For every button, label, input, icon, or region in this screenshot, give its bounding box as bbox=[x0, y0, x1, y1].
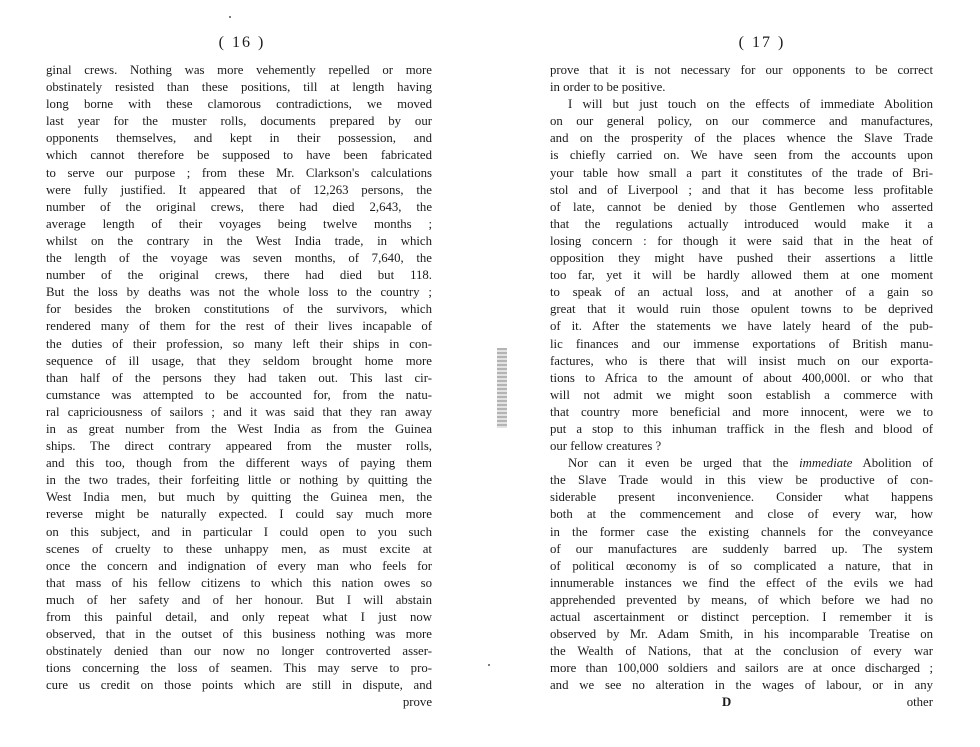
text-line: sequence of ill usage, that they seldom brought home more bbox=[46, 353, 432, 368]
text-line: stol and of Liverpool ; and that it has become less profitable bbox=[550, 182, 933, 197]
text-line: reverse might be naturally expected. I could say much more bbox=[46, 507, 432, 522]
text-line: in as great number from the West India as from the Guinea bbox=[46, 421, 432, 436]
page-number-right: ( 17 ) bbox=[738, 34, 786, 51]
text-line: cure us credit on those points which are still in dispute, and bbox=[46, 678, 432, 693]
ink-speck bbox=[229, 16, 231, 18]
text-line: the Wealth of Nations, that at the conclusion of every war bbox=[550, 644, 933, 659]
text-line: put a stop to this inhuman traffick in the flesh and blood of bbox=[550, 421, 933, 436]
text-line: much of her safety and of her honour. But I will abstain bbox=[46, 592, 432, 607]
text-line: I will but just touch on the effects of immediate Abolition bbox=[568, 97, 933, 112]
text-line: cumstance was attempted to be accounted for, from the natu- bbox=[46, 387, 432, 402]
text-line: tions concerning the loss of seamen. This may serve to pro- bbox=[46, 661, 432, 676]
text-line: lic finances and our immense exportations of British manu- bbox=[550, 336, 933, 351]
italic-word: immediate bbox=[799, 456, 853, 471]
text-line: will not admit we might soon establish a commerce with bbox=[550, 387, 933, 402]
page-number-left: ( 16 ) bbox=[218, 34, 266, 51]
text-line: ginal crews. Nothing was more vehemently repelled or more bbox=[46, 63, 432, 77]
text-line: to serve our purpose ; from these Mr. Clarkson's calculations bbox=[46, 165, 432, 180]
text-line: in the former case the existing channels for the conveyance bbox=[550, 524, 933, 539]
text-line: were fully justified. It appeared that of 12,263 persons, the bbox=[46, 182, 432, 197]
text-line: than half of the persons they had taken out. This last cir- bbox=[46, 370, 432, 385]
text-line: from this painful detail, and only repeat what I just now bbox=[46, 610, 432, 624]
text-line: tions to Africa to the amount of about 400,000l. or who that bbox=[550, 370, 933, 385]
text-line: that the regulations actually introduced would make it a bbox=[550, 216, 933, 231]
text-line: losing concern : for though it were said that in the heat of bbox=[550, 233, 933, 248]
left-page-text bbox=[46, 62, 432, 712]
text-line: scenes of cruelty to these unhappy men, as must excite at bbox=[46, 541, 432, 556]
text-line: number of the original crews, there had died but 118. bbox=[46, 268, 432, 283]
text-line: observed by Mr. Adam Smith, in his incomparable Treatise on bbox=[550, 627, 933, 642]
text-line: more than 100,000 soldiers and sailors are at once discharged ; bbox=[550, 661, 933, 676]
text-line: number of the original crews, there had died 2,643, the bbox=[46, 199, 432, 214]
text-line: of political œconomy is of so complicated a nature, that in bbox=[550, 558, 933, 573]
text-line: in order to be positive. bbox=[550, 80, 666, 95]
text-line: siderable present inconvenience. Consider what happens bbox=[550, 490, 933, 505]
text-line: which cannot therefore be supposed to have been fabricated bbox=[46, 148, 432, 163]
text-line: rendered many of them for the rest of their lives incapable of bbox=[46, 319, 432, 334]
text-line: obstinately denied than our now no longer controverted asser- bbox=[46, 644, 432, 659]
text-line: on our general policy, on our commerce and manufactures, bbox=[550, 114, 933, 129]
text-line: observed, that in the outset of this business nothing was more bbox=[46, 627, 432, 642]
text-line: too far, yet it will be hardly allowed them at one moment bbox=[550, 268, 933, 283]
text-line: and on the prosperity of the places whence the Slave Trade bbox=[550, 131, 933, 146]
catchword-left: prove bbox=[402, 695, 432, 710]
text-line: our fellow creatures ? bbox=[550, 439, 662, 454]
text-line: ral capriciousness of sailors ; and it was said that they ran away bbox=[46, 404, 432, 419]
text-line: obstinately resisted than these positions, till at length having bbox=[46, 80, 432, 95]
text-line: of our manufactures are suddenly barred up. The system bbox=[550, 541, 933, 556]
text-line: the duties of their profession, so many left their ships in con- bbox=[46, 336, 432, 351]
text-line: of late, cannot be denied by those Gentlemen who asserted bbox=[550, 199, 933, 214]
text-line: ships. The direct contrary appeared from the muster rolls, bbox=[46, 439, 432, 454]
text-line: great that it would ruin those opulent towns to be deprived bbox=[550, 302, 933, 317]
text-line: to speak of an actual loss, and at another of a gain so bbox=[550, 285, 933, 300]
text-line: whilst on the contrary in the West India trade, in which bbox=[46, 233, 432, 248]
right-page-text bbox=[550, 62, 933, 712]
text-line: of it. After the statements we have lately heard of the pub- bbox=[550, 319, 933, 334]
text-line: and this too, though from the different ways of paying them bbox=[46, 456, 432, 471]
text-line: actual ascertainment or distinct perception. I remember it is bbox=[550, 610, 933, 624]
page-footer-right bbox=[550, 694, 933, 711]
right-page bbox=[490, 0, 980, 747]
text-line: that mass of his fellow citizens to which this nation owes so bbox=[46, 575, 432, 590]
text-line-italic bbox=[550, 455, 933, 472]
text-line: that country more beneficial and more innocent, were we to bbox=[550, 404, 933, 419]
text-line: for besides the broken constitutions of the survivors, which bbox=[46, 302, 432, 317]
text-line: on this subject, and in particular I could open to you such bbox=[46, 524, 432, 539]
text-line: But the loss by deaths was not the whole loss to the country ; bbox=[46, 285, 432, 300]
text-line: opposition they might have pushed their assertions a little bbox=[550, 251, 933, 266]
text-fragment: Nor can it even be urged that the bbox=[568, 456, 789, 471]
text-line: the length of the voyage was seven months, of 7,640, the bbox=[46, 251, 432, 266]
text-line: innumerable instances we find the effect of the evils we had bbox=[550, 575, 933, 590]
signature-mark: D bbox=[722, 695, 732, 710]
text-line: both at the commencement and close of every war, how bbox=[550, 507, 933, 522]
text-line: the Slave Trade would in this view be productive of con- bbox=[550, 473, 933, 488]
text-fragment: Abolition of bbox=[862, 456, 933, 471]
text-line: last year for the muster rolls, documents prepared by our bbox=[46, 114, 432, 129]
text-line: West India men, but much by quitting the Guinea men, the bbox=[46, 490, 432, 505]
text-line: apprehended prevented by means, of which before we had no bbox=[550, 592, 933, 607]
text-line: opponents themselves, and kept in their possession, and bbox=[46, 131, 432, 146]
text-line: in the two trades, their forfeiting little or nothing by quitting the bbox=[46, 473, 432, 488]
text-line: once the concern and indignation of every man who feels for bbox=[46, 558, 432, 573]
text-line: long borne with these clamorous contradictions, we moved bbox=[46, 97, 432, 112]
text-line: factures, who is there that will insist much on our exporta- bbox=[550, 353, 933, 368]
catchword-right: other bbox=[906, 695, 933, 710]
text-line: prove that it is not necessary for our opponents to be correct bbox=[550, 63, 933, 77]
text-line: is chiefly carried on. We have seen from the accounts upon bbox=[550, 148, 933, 163]
text-line: average length of their voyages being twelve months ; bbox=[46, 216, 432, 231]
text-line: your table how small a part it constitutes of the trade of Bri- bbox=[550, 165, 933, 180]
text-line: and we see no alteration in the wages of labour, or in any bbox=[550, 678, 933, 693]
